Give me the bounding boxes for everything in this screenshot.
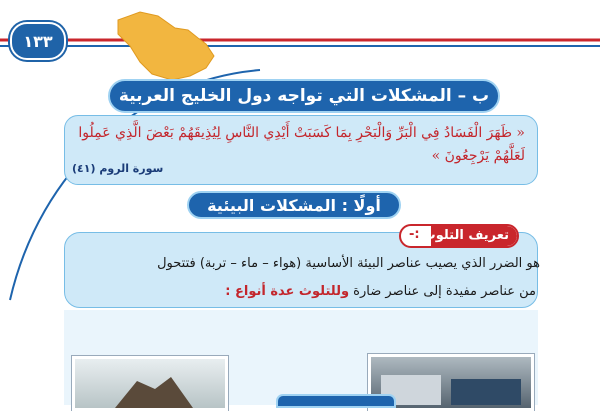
definition-label <box>399 224 519 248</box>
definition-line-2-start: من عناصر مفيدة إلى عناصر ضارة <box>353 284 536 299</box>
section-title: ب – المشكلات التي تواجه دول الخليج العربية <box>108 79 500 113</box>
definition-line-2 <box>225 284 536 299</box>
page-number-badge: ١٣٣ <box>10 22 66 60</box>
verse-line-1: « ظَهَرَ الْفَسَادُ فِي الْبَرِّ وَالْبَحْرِ بِمَا كَسَبَتْ أَيْدِي النَّاسِ لِيُذِيقَهُمْ بَعْضَ الَّذِي عَمِلُوا <box>78 125 525 141</box>
definition-label-text: تعريف التلوث <box>422 228 509 243</box>
definition-label-suffix: :- <box>409 227 420 242</box>
photo-caption-tab <box>276 394 396 408</box>
verse-reference: سورة الروم (٤١) <box>72 162 164 175</box>
mountain-photo <box>72 356 228 411</box>
definition-line-2-highlight: وللتلوث عدة أنواع : <box>225 284 350 299</box>
verse-line-2: لَعَلَّهُمْ يَرْجِعُونَ » <box>431 148 525 164</box>
subtitle: أولًا : المشكلات البيئية <box>187 191 401 219</box>
definition-line-1: هو الضرر الذي يصيب عناصر البيئة الأساسية (هواء – ماء – تربة) فتتحول <box>157 256 540 271</box>
